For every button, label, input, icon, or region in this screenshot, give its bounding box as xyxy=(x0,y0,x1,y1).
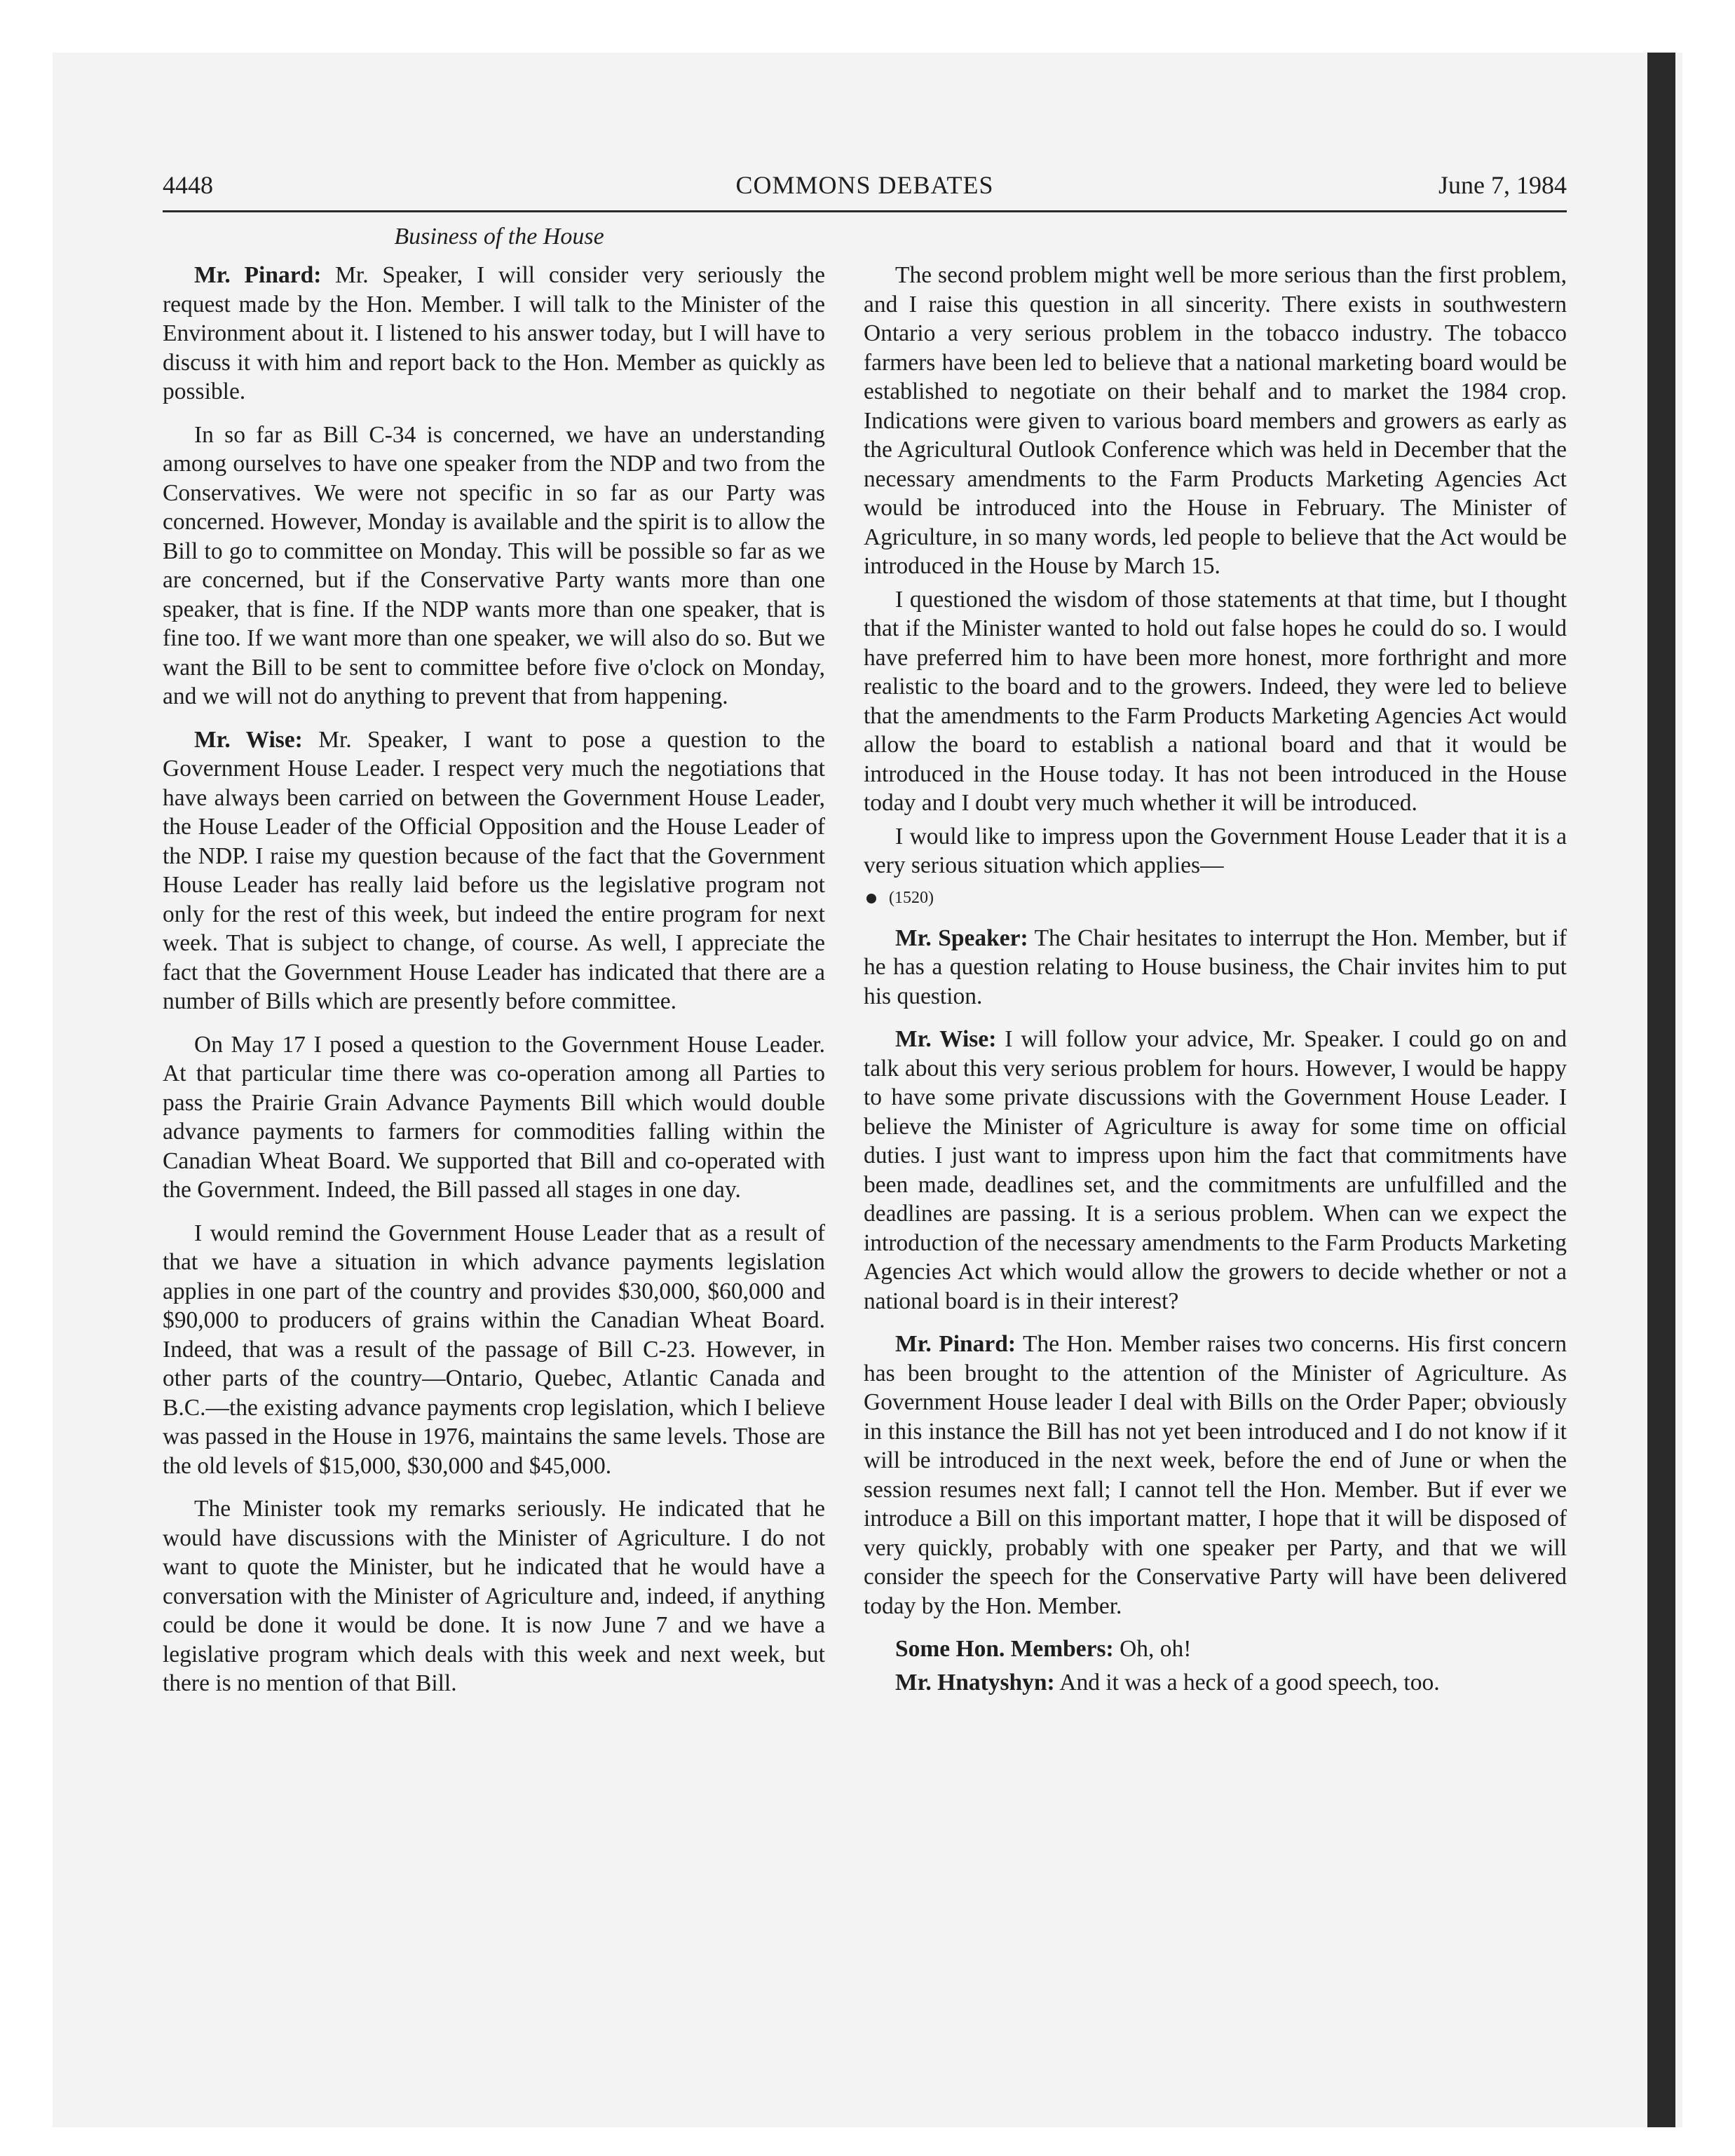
paragraph-text: I would like to impress upon the Government House Leader that it is a very serious situation which applies— xyxy=(864,823,1567,878)
issue-date: June 7, 1984 xyxy=(1438,171,1567,199)
speaker-name: Mr. Wise: xyxy=(895,1026,997,1052)
section-title: Business of the House xyxy=(394,224,604,250)
paragraph-text: I questioned the wisdom of those statements at that time, but I thought that if the Minister wanted to hold out false hopes he could do so. I would have preferred him to have been more honest, more forthright and more realistic to the board and to the growers. Indeed, they were led to believe that the amendments to the Farm Products Marketing Agencies Act would allow the board to establish a national board and that it would be introduced in the House today. It has not been introduced in the House today and I doubt very much whether it will be introduced. xyxy=(864,586,1567,816)
paragraph xyxy=(163,1219,825,1481)
paragraph xyxy=(163,1494,825,1698)
running-header xyxy=(163,168,1567,212)
paragraph-text: I will follow your advice, Mr. Speaker. I could go on and talk about this very serious problem for hours. However, I would be happy to have some private discussions with the Government House Leader. I believe the Minister of Agriculture is away for some time on official duties. I just want to impress upon him the fact that commitments have been made, deadlines set, and the commitments are unfulfilled and the deadlines are passing. It is a serious problem. When can we expect the introduction of the necessary amendments to the Farm Products Marketing Agencies Act which would allow the growers to decide whether or not a national board is in their interest? xyxy=(864,1026,1567,1314)
paragraph xyxy=(163,1030,825,1205)
speaker-name: Mr. Wise: xyxy=(194,726,303,753)
paragraph xyxy=(864,1668,1567,1698)
paragraph xyxy=(864,924,1567,1011)
speaker-name: Some Hon. Members: xyxy=(895,1636,1114,1662)
paragraph-text: Mr. Speaker, I will consider very seriously the request made by the Hon. Member. I will talk to the Minister of the Environment about it. I listened to his answer today, but I will have to discuss it with him and report back to the Hon. Member as quickly as possible. xyxy=(163,262,825,404)
paragraph-text: I would remind the Government House Leader that as a result of that we have a situation in which advance payments legislation applies in one part of the country and provides $30,000, $60,000 and $90,000 to producers of grains within the Canadian Wheat Board. Indeed, that was a result of the passage of Bill C-23. However, in other parts of the country—Ontario, Quebec, Atlantic Canada and B.C.—the existing advance payments crop legislation, which I believe was passed in the House in 1976, maintains the same levels. Those are the old levels of $15,000, $30,000 and $45,000. xyxy=(163,1220,825,1479)
paragraph-text: On May 17 I posed a question to the Government House Leader. At that particular time there was co-operation among all Parties to pass the Prairie Grain Advance Payments Bill which would double advance payments to farmers for commodities falling within the Canadian Wheat Board. We supported that Bill and co-operated with the Government. Indeed, the Bill passed all stages in one day. xyxy=(163,1031,825,1203)
paragraph-text: And it was a heck of a good speech, too. xyxy=(1059,1669,1440,1696)
paragraph xyxy=(864,261,1567,581)
bullet-icon xyxy=(866,894,876,903)
paragraph xyxy=(163,421,825,711)
speaker-name: Mr. Pinard: xyxy=(895,1331,1016,1357)
paragraph-text: In so far as Bill C-34 is concerned, we have an understanding among ourselves to have one speaker from the NDP and two from the Conservatives. We were not specific in so far as our Party was concerned. However, Monday is available and the spirit is to allow the Bill to go to committee on Monday. This will be possible so far as we are concerned, but if the Conservative Party wants more than one speaker, that is fine. If the NDP wants more than one speaker, that is fine too. If we want more than one speaker, we will also do so. But we want the Bill to be sent to committee before five o'clock on Monday, and we will not do anything to prevent that from happening. xyxy=(163,421,825,709)
right-column xyxy=(864,261,1567,1711)
page-number: 4448 xyxy=(163,171,213,199)
paragraph-text: Mr. Speaker, I want to pose a question to the Government House Leader. I respect very much the negotiations that have always been carried on between the Government House Leader, the House Leader of the Official Opposition and the House Leader of the NDP. I raise my question because of the fact that the Government House Leader has really laid before us the legislative program not only for the rest of this week, but indeed the entire program for next week. That is subject to change, of course. As well, I appreciate the fact that the Government House Leader has indicated that there are a number of Bills which are presently before committee. xyxy=(163,726,826,1014)
journal-title: COMMONS DEBATES xyxy=(735,171,994,199)
scan-edge-bar xyxy=(1647,53,1675,2127)
left-column xyxy=(163,261,825,1712)
paragraph xyxy=(864,1025,1567,1316)
paragraph xyxy=(864,1635,1567,1664)
time-marker-text: (1520) xyxy=(889,888,934,907)
paragraph xyxy=(864,1330,1567,1621)
paragraph-text: Oh, oh! xyxy=(1120,1636,1192,1662)
paragraph-text: The Chair hesitates to interrupt the Hon. Member, but if he has a question relating to House business, the Chair invites him to put his question. xyxy=(864,925,1567,1009)
paragraph-text: The second problem might well be more serious than the first problem, and I raise this question in all sincerity. There exists in southwestern Ontario a very serious problem in the tobacco industry. The tobacco farmers have been led to believe that a national marketing board would be established to negotiate on their behalf and to market the 1984 crop. Indications were given to various board members and growers as early as the Agricultural Outlook Conference which was held in December that the necessary amendments to the Farm Products Marketing Agencies Act would be introduced into the House in February. The Minister of Agriculture, in so many words, led people to believe that the Act would be introduced in the House by March 15. xyxy=(864,262,1567,579)
speaker-name: Mr. Hnatyshyn: xyxy=(895,1669,1055,1696)
time-marker xyxy=(864,887,1567,908)
paragraph-text: The Minister took my remarks seriously. He indicated that he would have discussions with the Minister of Agriculture. I do not want to quote the Minister, but he indicated that he would have a conversation with the Minister of Agriculture and, indeed, if anything could be done it would be done. It is now June 7 and we have a legislative program which deals with this week and next week, but there is no mention of that Bill. xyxy=(163,1496,825,1696)
speaker-name: Mr. Speaker: xyxy=(895,925,1028,951)
paragraph xyxy=(163,261,825,407)
paragraph xyxy=(864,585,1567,818)
paragraph xyxy=(864,822,1567,880)
paragraph xyxy=(163,725,825,1016)
speaker-name: Mr. Pinard: xyxy=(194,262,322,288)
paragraph-text: The Hon. Member raises two concerns. His first concern has been brought to the attention of the Minister of Agriculture. As Government House leader I deal with Bills on the Order Paper; obviously in this instance the Bill has not yet been introduced and I do not know if it will be introduced in the next week, before the end of June or when the session resumes next fall; I cannot tell the Hon. Member. But if ever we introduce a Bill on this important matter, I hope that it will be disposed of very quickly, probably with one speaker per Party, and that we will consider the speech for the Conservative Party will have been delivered today by the Hon. Member. xyxy=(864,1331,1567,1619)
